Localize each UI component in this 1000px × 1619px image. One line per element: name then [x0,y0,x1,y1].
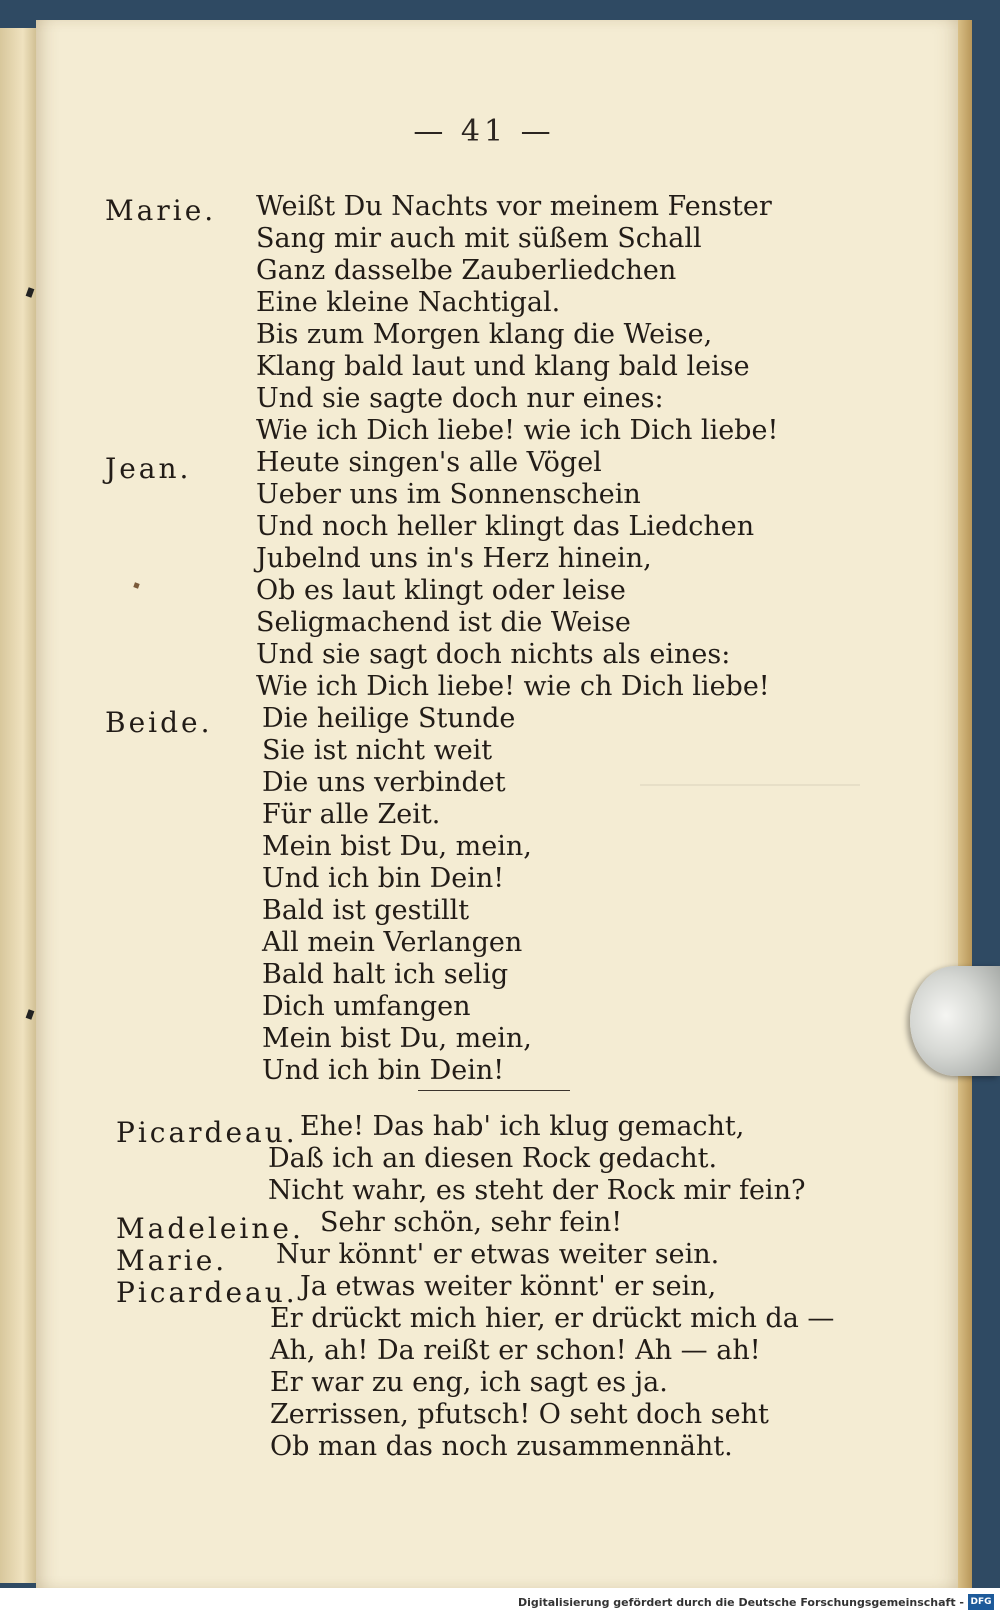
verse-line: Bis zum Morgen klang die Weise, [256,319,713,350]
verse-line: Und sie sagte doch nur eines: [256,383,664,414]
verse-line: Dich umfangen [262,991,471,1022]
speaker-jean: Jean. [105,452,192,485]
verse-line: Wie ich Dich liebe! wie ch Dich liebe! [256,671,770,702]
page-number: — 41 — [413,114,555,149]
facing-page-edge [0,28,38,1583]
verse-line: Sang mir auch mit süßem Schall [256,223,702,254]
verse-line: Bald halt ich selig [262,959,509,990]
verse-line: Nicht wahr, es steht der Rock mir fein? [268,1175,806,1206]
verse-line: Die heilige Stunde [262,703,516,734]
verse-line: Mein bist Du, mein, [262,1023,532,1054]
verse-line: Jubelnd uns in's Herz hinein, [256,543,652,574]
verse-line: Ah, ah! Da reißt er schon! Ah — ah! [270,1335,761,1366]
verse-line: Eine kleine Nachtigal. [256,287,561,318]
verse-line: Ob man das noch zusammennäht. [270,1431,733,1462]
verse-line: Sie ist nicht weit [262,735,493,766]
verse-line: Ganz dasselbe Zauberliedchen [256,255,677,286]
bleed-through-mark [640,760,860,786]
verse-line: Seligmachend ist die Weise [256,607,631,638]
verse-line: Zerrissen, pfutsch! O seht doch seht [270,1399,769,1430]
verse-line: Und sie sagt doch nichts als eines: [256,639,731,670]
verse-line: Ueber uns im Sonnenschein [256,479,641,510]
verse-line: Heute singen's alle Vögel [256,447,602,478]
verse-line: Ehe! Das hab' ich klug gemacht, [300,1111,745,1142]
speaker-picardeau-2: Picardeau. [116,1276,298,1309]
page-edge-shadow [958,20,972,1588]
verse-line: Bald ist gestillt [262,895,470,926]
verse-line: Weißt Du Nachts vor meinem Fenster [256,191,772,222]
verse-line: Für alle Zeit. [262,799,441,830]
page-clip [910,966,1000,1076]
verse-line: Klang bald laut und klang bald leise [256,351,750,382]
verse-line: All mein Verlangen [262,927,523,958]
verse-line: Die uns verbindet [262,767,506,798]
verse-line: Und noch heller klingt das Liedchen [256,511,755,542]
section-divider [418,1090,570,1091]
verse-line: Sehr schön, sehr fein! [320,1207,623,1238]
verse-line: Daß ich an diesen Rock gedacht. [268,1143,718,1174]
verse-line: Und ich bin Dein! [262,863,505,894]
verse-line: Er war zu eng, ich sagt es ja. [270,1367,668,1398]
dfg-logo: DFG [968,1594,994,1610]
speaker-marie: Marie. [105,194,217,227]
digitization-credit: Digitalisierung gefördert durch die Deutsche Forschungsgemeinschaft - [517,1596,964,1609]
verse-line: Wie ich Dich liebe! wie ich Dich liebe! [256,415,779,446]
verse-line: Ja etwas weiter könnt' er sein, [300,1271,717,1302]
speaker-marie-2: Marie. [116,1244,228,1277]
speaker-beide: Beide. [105,706,213,739]
verse-line: Er drückt mich hier, er drückt mich da — [270,1303,835,1334]
speaker-madeleine: Madeleine. [116,1212,304,1245]
verse-line: Mein bist Du, mein, [262,831,532,862]
verse-line: Nur könnt' er etwas weiter sein. [276,1239,720,1270]
verse-line: Und ich bin Dein! [262,1055,505,1086]
verse-line: Ob es laut klingt oder leise [256,575,626,606]
speaker-picardeau: Picardeau. [116,1116,298,1149]
